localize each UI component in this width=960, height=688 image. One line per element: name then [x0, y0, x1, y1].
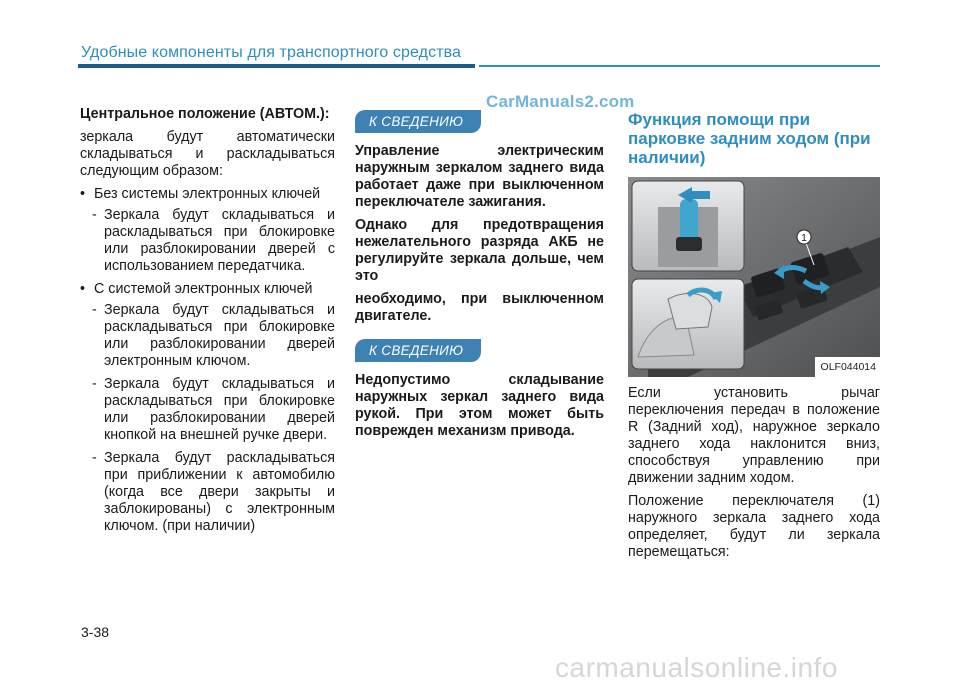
bullet-text: С системой электронных ключей	[94, 281, 313, 297]
bullet-mark: •	[80, 186, 86, 202]
dash-mark: -	[92, 450, 97, 466]
dash-text: Зеркала будут складываться и раскладываться при блокировке или разблокировании дверей электронным ключом.	[104, 302, 335, 369]
dash-item	[80, 302, 335, 370]
bullet-mark: •	[80, 281, 86, 297]
dash-mark: -	[92, 376, 97, 392]
notice-paragraph: Однако для предотвращения нежелательного разряда АКБ не регулируйте зеркала дольше, чем это	[355, 217, 604, 284]
header-rule-light	[479, 65, 880, 67]
watermark-bottom: carmanualsonline.info	[555, 652, 838, 683]
watermark-top: CarManuals2.com	[486, 92, 635, 111]
bullet-item	[80, 186, 335, 203]
bullet-item	[80, 281, 335, 298]
subheading-auto: Центральное положение (АВТОМ.):	[80, 106, 330, 122]
page-number: 3-38	[81, 624, 110, 640]
figure-code: OLF044014	[815, 357, 880, 377]
dash-mark: -	[92, 302, 97, 318]
notice-paragraph: необходимо, при выключенном двигателе.	[355, 291, 604, 324]
notice-tag: К СВЕДЕНИЮ	[355, 339, 481, 362]
dash-text: Зеркала будут складываться и раскладываться при блокировке или разблокировании дверей с использованием передатчика.	[104, 207, 335, 274]
dash-mark: -	[92, 207, 97, 223]
header-title: Удобные компоненты для транспортного средства	[81, 44, 462, 61]
section-title: Функция помощи при парковке задним ходом (при наличии)	[628, 110, 871, 167]
bullet-text: Без системы электронных ключей	[94, 186, 321, 202]
notice-tag: К СВЕДЕНИЮ	[355, 110, 481, 133]
dash-item	[80, 207, 335, 275]
right-column	[628, 110, 880, 567]
dash-text: Зеркала будут складываться и раскладываться при блокировке или разблокировании дверей кнопкой на внешней ручке двери.	[104, 376, 335, 443]
middle-column	[355, 110, 604, 446]
intro-paragraph: зеркала будут автоматически складываться и раскладываться следующим образом:	[80, 129, 335, 179]
notice-paragraph: Недопустимо складывание наружных зеркал заднего вида рукой. При этом может быть поврежден механизм привода.	[355, 372, 604, 439]
dash-item	[80, 450, 335, 535]
body-paragraph: Если установить рычаг переключения передач в положение R (Задний ход), наружное зеркало заднего хода наклонится вниз, способствуя управлению при движении задним ходом.	[628, 385, 880, 486]
dash-item	[80, 376, 335, 444]
notice-paragraph: Управление электрическим наружным зеркалом заднего вида работает даже при выключенном переключателе зажигания.	[355, 143, 604, 210]
callout-number: 1	[801, 233, 807, 244]
door-panel-illustration	[628, 177, 880, 377]
header-rule-dark	[78, 64, 475, 68]
left-column	[80, 106, 335, 541]
dash-text: Зеркала будут раскладываться при приближении к автомобилю (когда все двери закрыты и заблокированы) с электронным ключом. (при наличии)	[104, 450, 335, 534]
mirror-switch-figure	[628, 177, 880, 377]
body-paragraph: Положение переключателя (1) наружного зеркала заднего хода определяет, будут ли зеркала перемещаться:	[628, 493, 880, 560]
